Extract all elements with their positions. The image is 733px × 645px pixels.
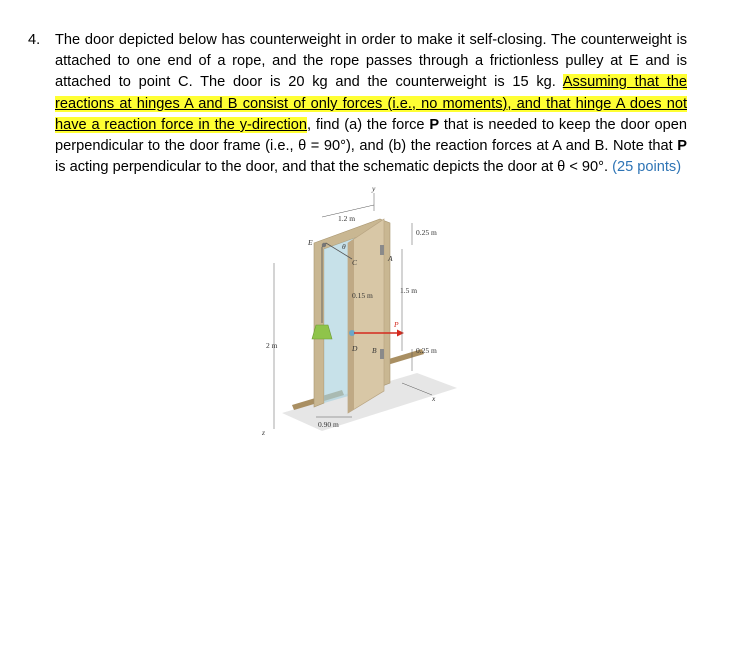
highlighted-assumption: Assuming that the reactions at hinges A and B consist of only forces (i.e., no moments), and that hinge A does not have a reaction force in the y-direction	[55, 74, 687, 133]
label-E: E	[308, 238, 313, 247]
label-hinge-A-offset: 0.25 m	[416, 228, 437, 237]
pulley-E	[322, 243, 326, 247]
question-text	[55, 30, 687, 178]
question-text-part4: is acting perpendicular to the door, and that the schematic depicts the door at θ < 90°.	[55, 159, 613, 176]
question-text-part1: The door depicted below has counterweight in order to make it self-closing. The counterweight is attached to one end of a rope, and the rope passes through a frictionless pulley at E and is attached to point C. The door is 20 kg and the counterweight is 15 kg.	[55, 32, 687, 91]
door-diagram	[252, 183, 462, 445]
door-figure	[252, 183, 462, 445]
label-hinge-spacing: 1.5 m	[400, 286, 418, 295]
label-rope-offset: 0.15 m	[352, 291, 373, 300]
label-B: B	[372, 346, 377, 355]
force-P-arrowhead	[397, 330, 404, 337]
question-text-part2: , find (a) the force	[307, 116, 430, 133]
label-A: A	[388, 254, 393, 263]
label-width-top: 1.2 m	[338, 214, 356, 223]
points-value: (25 points)	[612, 159, 682, 176]
label-P: P	[394, 320, 399, 329]
hinge-B	[380, 349, 384, 359]
label-depth: 0.90 m	[318, 420, 339, 429]
label-theta: θ	[342, 242, 346, 251]
label-x-axis: x	[432, 394, 436, 403]
label-z-axis: z	[262, 428, 265, 437]
force-P-symbol: P	[429, 116, 440, 133]
label-height: 2 m	[266, 341, 278, 350]
question-number: 4.	[28, 32, 41, 48]
label-y-axis: y	[372, 184, 376, 193]
force-P-symbol-2: P	[677, 138, 687, 155]
label-C: C	[352, 258, 358, 267]
question-text-part3: that is needed to keep the door open perpendicular to the door frame (i.e., θ = 90°), and (b) the reaction forces at A and B. Note that	[55, 116, 687, 155]
label-D: D	[352, 344, 358, 353]
label-bottom-offset: 0.25 m	[416, 346, 437, 355]
hinge-A	[380, 245, 384, 255]
